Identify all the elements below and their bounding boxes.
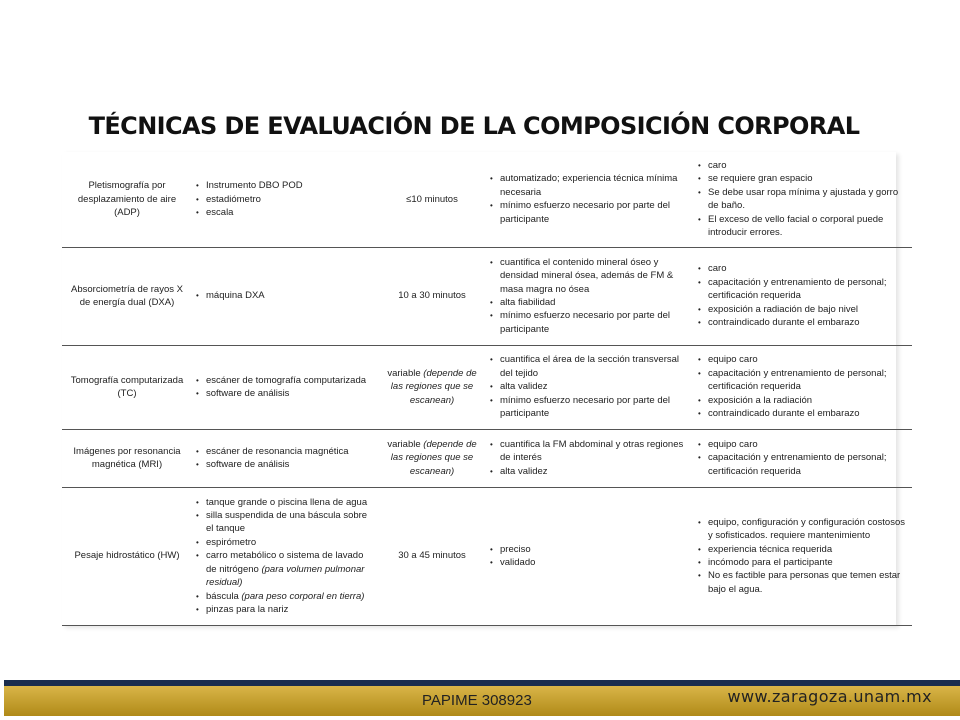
equipment-item [196, 536, 374, 549]
equipment-cell [192, 429, 378, 487]
equipment-item [196, 193, 374, 206]
disadvantage-item: • No es factible para personas que temen estar bajo el agua. [698, 569, 908, 596]
equipment-item [196, 179, 374, 192]
equipment-text: escáner de tomografía computarizada [206, 374, 367, 386]
advantages-cell [486, 487, 694, 625]
advantage-item: • mínimo esfuerzo necesario por parte del participante [490, 309, 690, 336]
equipment-cell [192, 487, 378, 625]
time-value: 30 a 45 minutos [398, 550, 466, 562]
disadvantage-item: • se requiere gran espacio [698, 172, 908, 185]
equipment-text: Instrumento DBO POD [206, 180, 303, 192]
equipment-cell [192, 247, 378, 345]
equipment-note: (para volumen pulmonar residual) [206, 563, 365, 589]
time-cell [378, 429, 486, 487]
table-row [62, 345, 912, 429]
time-cell [378, 345, 486, 429]
disadvantage-item: • Se debe usar ropa mínima y ajustada y gorro de baño. [698, 186, 908, 213]
disadvantages-cell [694, 345, 912, 429]
equipment-text: software de análisis [206, 459, 290, 470]
disadvantages-cell [694, 429, 912, 487]
equipment-text: silla suspendida de una báscula sobre el tanque [206, 510, 368, 535]
technique-name: Absorciometría de rayos X de energía dual (DXA) [62, 247, 192, 345]
time-note: (depende de las regiones que se escanean) [390, 367, 477, 406]
advantage-item: • cuantifica el área de la sección transversal del tejido [490, 353, 690, 380]
advantage-item: • automatizado; experiencia técnica mínima necesaria [490, 172, 690, 199]
disadvantage-item: • contraindicado durante el embarazo [698, 407, 908, 420]
advantage-item: • mínimo esfuerzo necesario por parte del participante [490, 199, 690, 226]
equipment-item [196, 590, 374, 603]
disadvantage-item: • El exceso de vello facial o corporal puede introducir errores. [698, 213, 908, 240]
equipment-item [196, 496, 374, 509]
equipment-text: báscula [206, 590, 239, 602]
advantages-cell [486, 345, 694, 429]
disadvantage-item: • contraindicado durante el embarazo [698, 316, 908, 329]
table-row [62, 487, 912, 625]
advantages-cell [486, 152, 694, 247]
equipment-item [196, 509, 374, 536]
disadvantage-item: • capacitación y entrenamiento de personal; certificación requerida [698, 276, 908, 303]
time-value: ≤10 minutos [406, 193, 458, 205]
equipment-item [196, 206, 374, 219]
technique-name: Tomografía computarizada (TC) [62, 345, 192, 429]
advantage-item: • mínimo esfuerzo necesario por parte del participante [490, 394, 690, 421]
disadvantage-item: • equipo caro [698, 353, 908, 366]
table-row [62, 429, 912, 487]
time-value: variable [387, 367, 421, 379]
disadvantages-cell [694, 152, 912, 247]
table-row [62, 247, 912, 345]
disadvantage-item: • capacitación y entrenamiento de personal; certificación requerida [698, 367, 908, 394]
page-title: TÉCNICAS DE EVALUACIÓN DE LA COMPOSICIÓN CORPORAL [88, 112, 860, 140]
equipment-text: carro metabólico o sistema de lavado de nitrógeno [206, 550, 364, 575]
disadvantage-item: • equipo caro [698, 438, 908, 451]
disadvantages-cell [694, 487, 912, 625]
equipment-item [196, 387, 374, 400]
equipment-text: software de análisis [206, 388, 290, 399]
advantages-cell [486, 429, 694, 487]
advantage-item: • alta fiabilidad [490, 296, 690, 309]
advantage-item: • cuantifica la FM abdominal y otras regiones de interés [490, 438, 690, 465]
equipment-cell [192, 152, 378, 247]
table-body [62, 152, 912, 625]
time-note: (depende de las regiones que se escanean) [390, 438, 477, 477]
advantage-item: • preciso [490, 543, 690, 556]
equipment-item [196, 445, 374, 458]
footer-url: www.zaragoza.unam.mx [727, 687, 932, 706]
equipment-text: escáner de resonancia magnética [206, 445, 349, 457]
equipment-item [196, 458, 374, 471]
disadvantage-item: • incómodo para el participante [698, 556, 908, 569]
disadvantage-item: • caro [698, 262, 908, 275]
equipment-text: escala [206, 206, 234, 218]
disadvantage-item: • equipo, configuración y configuración costosos y sofisticados. requiere mantenimiento [698, 516, 908, 543]
equipment-cell [192, 345, 378, 429]
table-row [62, 152, 912, 247]
time-cell [378, 152, 486, 247]
advantage-item: • alta validez [490, 465, 690, 478]
time-cell [378, 487, 486, 625]
disadvantage-item: • exposición a la radiación [698, 394, 908, 407]
footer-project-code: PAPIME 308923 [422, 692, 532, 709]
disadvantage-item: • caro [698, 159, 908, 172]
disadvantage-item: • capacitación y entrenamiento de personal; certificación requerida [698, 451, 908, 478]
equipment-text: pinzas para la nariz [206, 603, 289, 615]
technique-name: Pletismografía por desplazamiento de aire (ADP) [62, 152, 192, 247]
equipment-text: estadiómetro [206, 193, 261, 205]
equipment-item [196, 603, 374, 616]
equipment-note: (para peso corporal en tierra) [241, 590, 365, 602]
time-value: variable [387, 438, 421, 450]
equipment-item [196, 374, 374, 387]
disadvantage-item: • exposición a radiación de bajo nivel [698, 303, 908, 316]
equipment-text: tanque grande o piscina llena de agua [206, 496, 368, 508]
advantage-item: • validado [490, 556, 690, 569]
advantages-cell [486, 247, 694, 345]
equipment-item [196, 289, 374, 302]
equipment-text: espirómetro [206, 536, 257, 548]
advantage-item: • alta validez [490, 380, 690, 393]
techniques-table [62, 152, 905, 626]
technique-name: Imágenes por resonancia magnética (MRI) [62, 429, 192, 487]
advantage-item: • cuantifica el contenido mineral óseo y densidad mineral ósea, además de FM & masa magra no ósea [490, 256, 690, 296]
equipment-text: máquina DXA [206, 290, 265, 302]
technique-name: Pesaje hidrostático (HW) [62, 487, 192, 625]
time-cell [378, 247, 486, 345]
disadvantages-cell [694, 247, 912, 345]
equipment-item [196, 549, 374, 589]
disadvantage-item: • experiencia técnica requerida [698, 543, 908, 556]
time-value: 10 a 30 minutos [398, 290, 466, 302]
